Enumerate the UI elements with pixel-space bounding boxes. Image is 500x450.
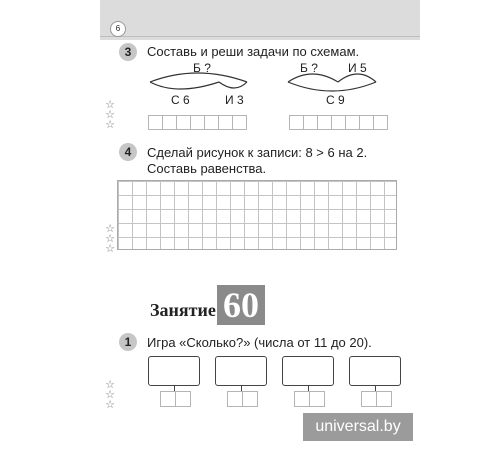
schema-2-top-arc-left	[288, 74, 338, 82]
answer-boxes-1[interactable]	[149, 115, 247, 130]
schema-1-right-label: И 3	[225, 93, 244, 107]
answer-cell[interactable]	[242, 391, 258, 407]
difficulty-stars-task4	[103, 224, 117, 254]
schema-2-bottom-label: С 9	[326, 93, 345, 107]
count-frame-2[interactable]	[215, 356, 269, 407]
star-outline-icon: ☆	[105, 378, 115, 391]
task-1-text: Игра «Сколько?» (числа от 11 до 20).	[147, 335, 372, 350]
answer-boxes-2[interactable]	[290, 115, 388, 130]
count-frame-4[interactable]	[349, 356, 403, 407]
answer-cell[interactable]	[175, 391, 191, 407]
schema-1-bottom-arc-left	[150, 82, 219, 89]
task-1-badge: 1	[119, 333, 137, 351]
picture-frame[interactable]	[282, 356, 334, 386]
answer-cell[interactable]	[376, 391, 392, 407]
answer-cell[interactable]	[227, 391, 243, 407]
schema-2	[284, 58, 384, 110]
task-4-badge: 4	[119, 143, 137, 161]
task-3-text: Составь и реши задачи по схемам.	[147, 44, 360, 59]
star-outline-icon: ☆	[105, 242, 115, 255]
drawing-grid[interactable]	[117, 180, 397, 250]
answer-cell[interactable]	[303, 115, 318, 130]
star-outline-icon: ☆	[105, 118, 115, 131]
page-number: 6	[110, 21, 126, 37]
watermark: universal.by	[303, 413, 413, 441]
schema-2-top-left-label: Б ?	[300, 61, 318, 75]
schema-1-top-label: Б ?	[193, 61, 211, 75]
answer-cell[interactable]	[204, 115, 219, 130]
answer-cell[interactable]	[176, 115, 191, 130]
answer-cell[interactable]	[162, 115, 177, 130]
picture-frame[interactable]	[215, 356, 267, 386]
schema-2-bottom-arc	[288, 82, 376, 91]
answer-cell[interactable]	[294, 391, 310, 407]
answer-cell[interactable]	[148, 115, 163, 130]
picture-frame[interactable]	[349, 356, 401, 386]
star-outline-icon: ☆	[105, 232, 115, 245]
star-outline-icon: ☆	[105, 98, 115, 111]
answer-cell[interactable]	[289, 115, 304, 130]
task-3-badge: 3	[119, 43, 137, 61]
schema-1-bottom-arc-right	[219, 82, 247, 88]
star-outline-icon: ☆	[105, 388, 115, 401]
difficulty-stars-task1	[103, 380, 117, 410]
answer-cell[interactable]	[309, 391, 325, 407]
count-frame-1[interactable]	[148, 356, 202, 407]
picture-frame[interactable]	[148, 356, 200, 386]
answer-cell[interactable]	[317, 115, 332, 130]
answer-cell[interactable]	[331, 115, 346, 130]
count-frame-3[interactable]	[282, 356, 336, 407]
task-4-line-1: Сделай рисунок к записи: 8 > 6 на 2.	[147, 145, 368, 160]
schema-1-left-label: С 6	[171, 93, 190, 107]
page-number-strip	[100, 20, 420, 37]
star-outline-icon: ☆	[105, 398, 115, 411]
difficulty-stars-task3	[103, 100, 117, 130]
answer-cell[interactable]	[359, 115, 374, 130]
lesson-title: Занятие	[150, 300, 216, 320]
answer-cell[interactable]	[160, 391, 176, 407]
schema-2-top-right-label: И 5	[348, 61, 367, 75]
star-outline-icon: ☆	[105, 222, 115, 235]
schema-2-top-arc-right	[338, 74, 376, 82]
lesson-number: 60	[217, 285, 265, 325]
answer-cell[interactable]	[232, 115, 247, 130]
answer-cell[interactable]	[218, 115, 233, 130]
schema-1	[147, 58, 267, 110]
answer-cell[interactable]	[345, 115, 360, 130]
star-outline-icon: ☆	[105, 108, 115, 121]
answer-cell[interactable]	[373, 115, 388, 130]
task-4-line-2: Составь равенства.	[147, 161, 267, 176]
answer-cell[interactable]	[190, 115, 205, 130]
answer-cell[interactable]	[361, 391, 377, 407]
